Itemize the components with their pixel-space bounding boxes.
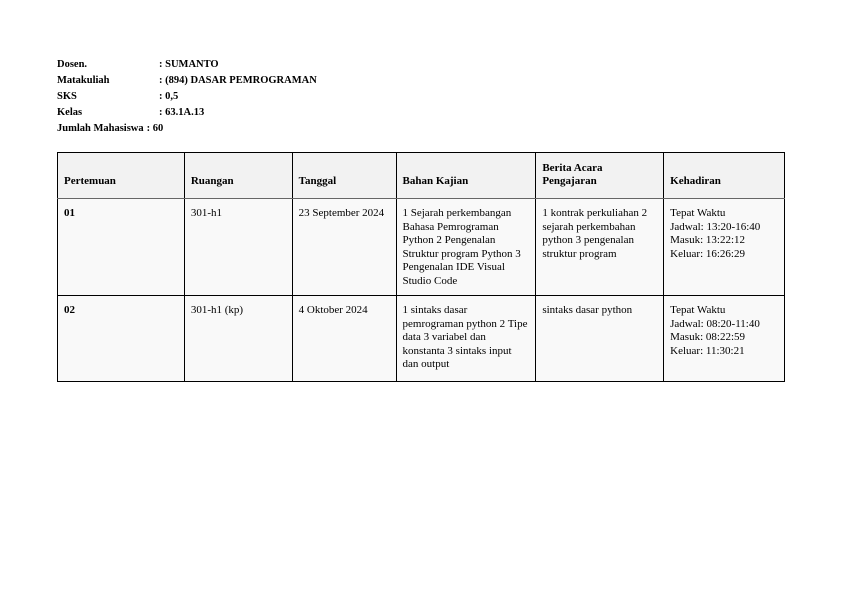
cell-pertemuan: 01 (58, 199, 185, 296)
cell-bahan-kajian: 1 Sejarah perkembangan Bahasa Pemrograman Python 2 Pengenalan Struktur program Python 3 Pengenalan IDE Visual Studio Code (396, 199, 536, 296)
cell-ruangan: 301-h1 (kp) (184, 296, 292, 382)
table-row (58, 199, 785, 296)
kehadiran-keluar: Keluar: 11:30:21 (670, 344, 745, 357)
info-row-dosen (57, 57, 317, 73)
column-header-berita-acara: Berita Acara Pengajaran (536, 153, 664, 199)
info-row-matakuliah (57, 73, 317, 89)
attendance-table (57, 152, 785, 382)
column-header-kehadiran: Kehadiran (664, 153, 785, 199)
cell-kehadiran (664, 296, 785, 382)
column-header-pertemuan: Pertemuan (58, 153, 185, 199)
matakuliah-value: : (894) DASAR PEMROGRAMAN (159, 75, 317, 86)
info-row-sks (57, 89, 317, 105)
cell-berita-acara: 1 kontrak perkuliahan 2 sejarah perkembahan python 3 pengenalan struktur program (536, 199, 664, 296)
matakuliah-label: Matakuliah (57, 75, 110, 86)
kelas-value: : 63.1A.13 (159, 107, 205, 118)
table-header-row (58, 153, 785, 199)
cell-ruangan: 301-h1 (184, 199, 292, 296)
dosen-value: : SUMANTO (159, 59, 219, 70)
kehadiran-jadwal: Jadwal: 13:20-16:40 (670, 220, 761, 233)
column-header-tanggal: Tanggal (292, 153, 396, 199)
kehadiran-keluar: Keluar: 16:26:29 (670, 247, 745, 260)
cell-berita-acara: sintaks dasar python (536, 296, 664, 382)
sks-label: SKS (57, 91, 77, 102)
cell-tanggal: 4 Oktober 2024 (292, 296, 396, 382)
kehadiran-masuk: Masuk: 13:22:12 (670, 234, 746, 247)
cell-tanggal: 23 September 2024 (292, 199, 396, 296)
cell-bahan-kajian: 1 sintaks dasar pemrograman python 2 Tipe data 3 variabel dan konstanta 3 sintaks input dan output (396, 296, 536, 382)
column-header-bahan-kajian: Bahan Kajian (396, 153, 536, 199)
kelas-label: Kelas (57, 107, 83, 118)
table-row (58, 296, 785, 382)
kehadiran-status: Tepat Waktu (670, 304, 726, 316)
kehadiran-status: Tepat Waktu (670, 207, 726, 219)
info-row-kelas (57, 105, 317, 121)
info-row-jumlah-mahasiswa (57, 121, 317, 137)
sks-value: : 0,5 (159, 91, 179, 102)
kehadiran-masuk: Masuk: 08:22:59 (670, 331, 746, 344)
jumlah-mahasiswa-label: Jumlah Mahasiswa (57, 123, 144, 134)
cell-pertemuan: 02 (58, 296, 185, 382)
column-header-ruangan: Ruangan (184, 153, 292, 199)
kehadiran-jadwal: Jadwal: 08:20-11:40 (670, 317, 760, 330)
dosen-label: Dosen. (57, 59, 88, 70)
cell-kehadiran (664, 199, 785, 296)
course-info (57, 57, 317, 137)
jumlah-mahasiswa-value: : 60 (146, 123, 164, 134)
